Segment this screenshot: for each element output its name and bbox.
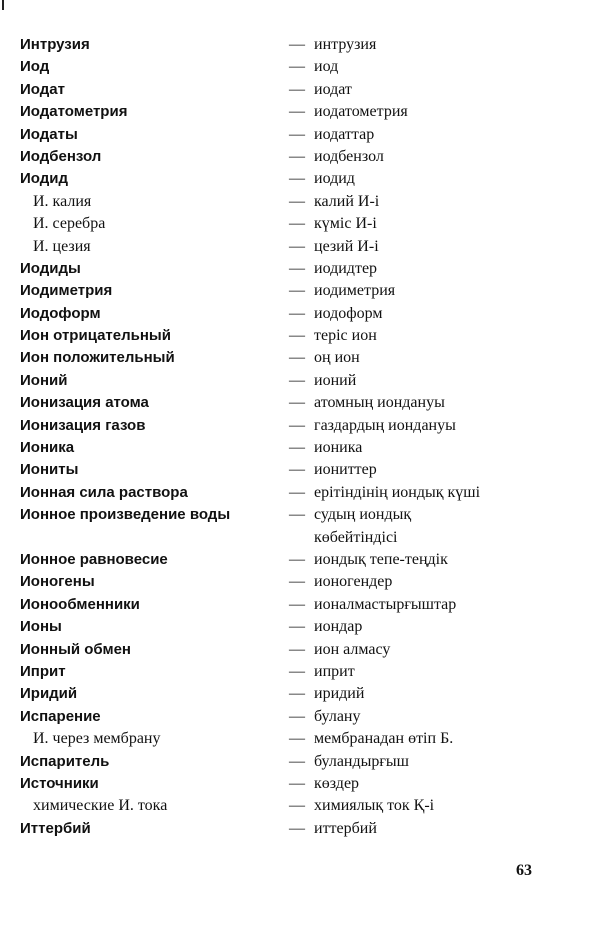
translation-line: буландырғыш: [314, 752, 409, 770]
russian-term: Интрузия: [20, 36, 90, 53]
russian-term: Иониты: [20, 461, 79, 479]
translation-line: ерітіндінің иондық күші: [314, 483, 481, 501]
translation-line-continued: көбейтіндісі: [314, 528, 398, 546]
russian-term: Иод: [20, 58, 50, 76]
dictionary-entry: [0, 728, 601, 750]
kazakh-translation: [314, 34, 584, 56]
kazakh-translation: [314, 370, 584, 392]
russian-term: И. через мембрану: [33, 730, 161, 748]
translation-line: иодидтер: [314, 259, 378, 277]
translation-line: иодаттар: [314, 125, 375, 143]
em-dash-separator: —: [289, 371, 305, 389]
russian-term: Ионное произведение воды: [20, 506, 231, 524]
em-dash-separator: —: [289, 237, 305, 255]
russian-term: Иодбензол: [20, 147, 102, 165]
dictionary-entry: [0, 168, 601, 190]
translation-line: иодат: [314, 80, 352, 98]
em-dash-separator: —: [289, 506, 305, 524]
dictionary-entry: [0, 280, 601, 302]
russian-term: Иттербий: [20, 819, 91, 837]
translation-line: мембранадан өтіп Б.: [314, 730, 454, 748]
dictionary-entry: [0, 594, 601, 616]
em-dash-separator: —: [289, 752, 305, 770]
em-dash-separator: —: [289, 103, 305, 121]
russian-term: И. калия: [33, 192, 92, 210]
translation-line: интрузия: [314, 36, 377, 53]
em-dash-separator: —: [289, 483, 305, 501]
russian-term: Ионы: [20, 618, 62, 636]
em-dash-separator: —: [289, 618, 305, 636]
kazakh-translation: [314, 706, 584, 728]
kazakh-translation: [314, 773, 584, 795]
kazakh-translation: [314, 325, 584, 347]
dictionary-entry: [0, 347, 601, 369]
dictionary-entry: [0, 818, 601, 840]
dictionary-entry: [0, 303, 601, 325]
russian-term: Ионизация атома: [20, 394, 149, 412]
kazakh-translation: [314, 79, 584, 101]
kazakh-translation: [314, 751, 584, 773]
corner-mark: [2, 0, 4, 10]
russian-term: Испаритель: [20, 752, 110, 770]
em-dash-separator: —: [289, 640, 305, 658]
translation-line: калий И-і: [314, 192, 380, 210]
russian-term: Ионий: [20, 371, 68, 389]
em-dash-separator: —: [289, 819, 305, 837]
russian-term: Иридий: [20, 685, 78, 703]
em-dash-separator: —: [289, 461, 305, 479]
kazakh-translation: [314, 549, 584, 571]
translation-line: иониттер: [314, 461, 377, 479]
dictionary-entry: [0, 661, 601, 683]
kazakh-translation: [314, 258, 584, 280]
page-number: 63: [516, 862, 532, 879]
kazakh-translation: [314, 482, 584, 504]
russian-term: Ионогены: [20, 573, 95, 591]
translation-line: химиялық ток Қ-і: [314, 797, 435, 815]
dictionary-entry: [0, 706, 601, 728]
em-dash-separator: —: [289, 730, 305, 748]
kazakh-translation: [314, 683, 584, 705]
kazakh-translation: [314, 504, 584, 549]
translation-line: ионалмастырғыштар: [314, 595, 457, 613]
dictionary-entry: [0, 101, 601, 123]
translation-line: оң ион: [314, 349, 360, 367]
kazakh-translation: [314, 728, 584, 750]
kazakh-translation: [314, 437, 584, 459]
dictionary-entry: [0, 504, 601, 549]
russian-term: Источники: [20, 774, 99, 792]
translation-line: ионий: [314, 371, 357, 389]
dictionary-entry: [0, 56, 601, 78]
dictionary-entry: [0, 639, 601, 661]
russian-term: Испарение: [20, 707, 101, 725]
kazakh-translation: [314, 571, 584, 593]
russian-term: Ионная сила раствора: [20, 483, 188, 501]
kazakh-translation: [314, 101, 584, 123]
em-dash-separator: —: [289, 551, 305, 568]
translation-line: иодиметрия: [314, 282, 396, 300]
em-dash-separator: —: [289, 125, 305, 143]
em-dash-separator: —: [289, 215, 305, 233]
em-dash-separator: —: [289, 170, 305, 188]
em-dash-separator: —: [289, 349, 305, 367]
russian-term: Иодаты: [20, 125, 78, 143]
translation-line: иридий: [314, 685, 365, 703]
kazakh-translation: [314, 818, 584, 840]
kazakh-translation: [314, 459, 584, 481]
translation-line: булану: [314, 707, 361, 725]
dictionary-entry: [0, 34, 601, 56]
kazakh-translation: [314, 661, 584, 683]
russian-term: Ион положительный: [20, 349, 175, 367]
dictionary-entry: [0, 79, 601, 101]
translation-line: ионогендер: [314, 573, 393, 591]
em-dash-separator: —: [289, 58, 305, 76]
dictionary-entry: [0, 616, 601, 638]
translation-line: иод: [314, 58, 339, 76]
kazakh-translation: [314, 56, 584, 78]
kazakh-translation: [314, 795, 584, 817]
em-dash-separator: —: [289, 416, 305, 434]
dictionary-entry: [0, 191, 601, 213]
translation-line: иодоформ: [314, 304, 383, 322]
kazakh-translation: [314, 594, 584, 616]
kazakh-translation: [314, 303, 584, 325]
em-dash-separator: —: [289, 327, 305, 345]
dictionary-entry: [0, 549, 601, 571]
translation-line: иондық тепе-теңдік: [314, 551, 448, 568]
translation-line: иондар: [314, 618, 363, 636]
kazakh-translation: [314, 191, 584, 213]
translation-line: ионика: [314, 439, 363, 457]
em-dash-separator: —: [289, 394, 305, 412]
kazakh-translation: [314, 280, 584, 302]
em-dash-separator: —: [289, 707, 305, 725]
dictionary-entry: [0, 370, 601, 392]
dictionary-entry: [0, 325, 601, 347]
dictionary-entry: [0, 213, 601, 235]
russian-term: Иприт: [20, 662, 66, 680]
dictionary-entry: [0, 146, 601, 168]
translation-line: күміс И-і: [314, 215, 377, 233]
russian-term: Ионный обмен: [20, 640, 131, 658]
translation-line: теріс ион: [314, 327, 377, 345]
russian-term: Иодиды: [20, 259, 81, 277]
russian-term: химические И. тока: [33, 797, 168, 815]
translation-line: ион алмасу: [314, 640, 391, 658]
translation-line: иодатометрия: [314, 103, 408, 121]
translation-line: иодбензол: [314, 147, 384, 165]
kazakh-translation: [314, 639, 584, 661]
russian-term: Ионизация газов: [20, 416, 146, 434]
russian-term: И. серебра: [33, 215, 106, 233]
em-dash-separator: —: [289, 685, 305, 703]
em-dash-separator: —: [289, 304, 305, 322]
kazakh-translation: [314, 236, 584, 258]
russian-term: Ионика: [20, 439, 75, 457]
dictionary-entry: [0, 773, 601, 795]
translation-line: судың иондық: [314, 506, 412, 524]
dictionary-entry: [0, 437, 601, 459]
em-dash-separator: —: [289, 147, 305, 165]
kazakh-translation: [314, 392, 584, 414]
em-dash-separator: —: [289, 662, 305, 680]
dictionary-entry: [0, 392, 601, 414]
russian-term: Иодид: [20, 170, 69, 188]
kazakh-translation: [314, 347, 584, 369]
translation-line: иодид: [314, 170, 355, 188]
em-dash-separator: —: [289, 439, 305, 457]
russian-term: И. цезия: [33, 237, 91, 255]
em-dash-separator: —: [289, 192, 305, 210]
em-dash-separator: —: [289, 36, 305, 53]
kazakh-translation: [314, 146, 584, 168]
translation-line: газдардың иондануы: [314, 416, 456, 434]
translation-line: иттербий: [314, 819, 377, 837]
translation-line: атомның иондануы: [314, 394, 445, 412]
em-dash-separator: —: [289, 80, 305, 98]
dictionary-entry: [0, 751, 601, 773]
kazakh-translation: [314, 168, 584, 190]
em-dash-separator: —: [289, 797, 305, 815]
dictionary-entry: [0, 482, 601, 504]
dictionary-entry: [0, 795, 601, 817]
dictionary-entry: [0, 459, 601, 481]
kazakh-translation: [314, 415, 584, 437]
dictionary-entry: [0, 124, 601, 146]
russian-term: Ионное равновесие: [20, 551, 168, 568]
translation-line: көздер: [314, 774, 360, 792]
dictionary-entry: [0, 258, 601, 280]
translation-line: иприт: [314, 662, 355, 680]
em-dash-separator: —: [289, 282, 305, 300]
em-dash-separator: —: [289, 595, 305, 613]
russian-term: Иодатометрия: [20, 103, 128, 121]
translation-line: цезий И-і: [314, 237, 379, 255]
kazakh-translation: [314, 124, 584, 146]
dictionary-entry: [0, 571, 601, 593]
entry-list: [0, 34, 601, 840]
russian-term: Иодоформ: [20, 304, 101, 322]
russian-term: Иодат: [20, 80, 65, 98]
kazakh-translation: [314, 213, 584, 235]
em-dash-separator: —: [289, 573, 305, 591]
em-dash-separator: —: [289, 259, 305, 277]
kazakh-translation: [314, 616, 584, 638]
dictionary-entry: [0, 683, 601, 705]
russian-term: Иодиметрия: [20, 282, 113, 300]
dictionary-entry: [0, 236, 601, 258]
russian-term: Ионообменники: [20, 595, 140, 613]
russian-term: Ион отрицательный: [20, 327, 171, 345]
em-dash-separator: —: [289, 774, 305, 792]
dictionary-entry: [0, 415, 601, 437]
